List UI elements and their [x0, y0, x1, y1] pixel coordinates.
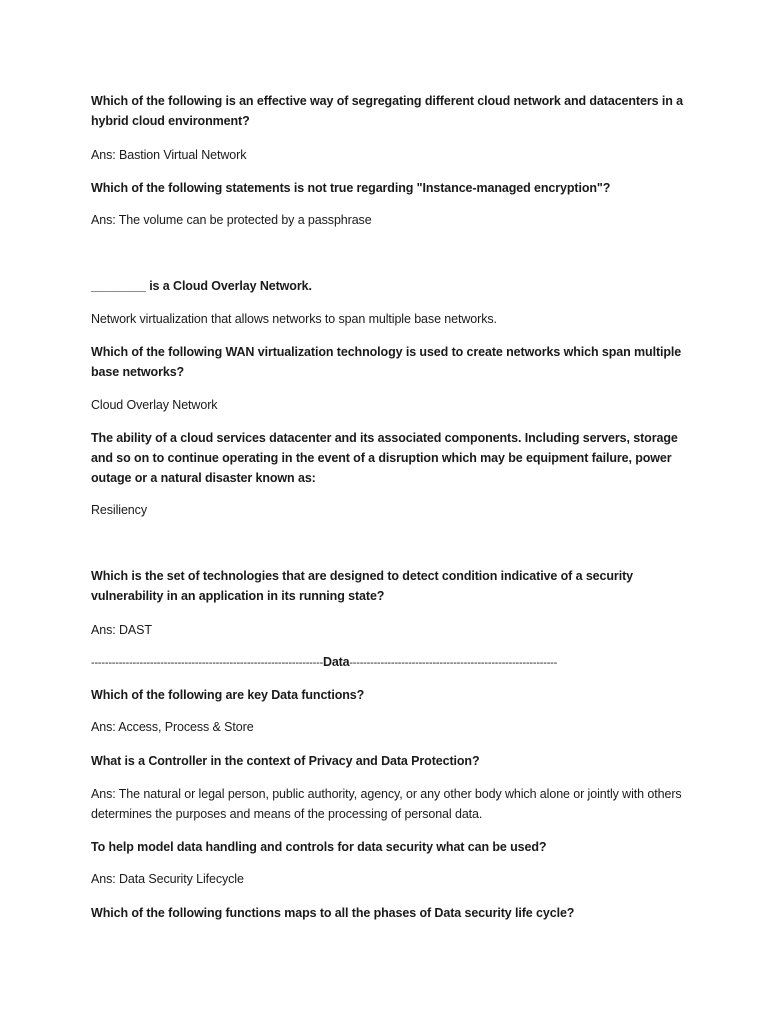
- question-segregating-networks: Which of the following is an effective way of segregating different cloud network and datacenters in a hybrid cloud environment?: [91, 94, 683, 128]
- answer-access-process-store: Ans: Access, Process & Store: [91, 720, 254, 734]
- question-controller-privacy: What is a Controller in the context of Privacy and Data Protection?: [91, 754, 480, 768]
- answer-network-virtualization: Network virtualization that allows networks to span multiple base networks.: [91, 312, 497, 326]
- question-model-data-handling: To help model data handling and controls for data security what can be used?: [91, 840, 547, 854]
- section-separator-data: [91, 654, 651, 671]
- question-key-data-functions: Which of the following are key Data functions?: [91, 688, 365, 702]
- answer-passphrase: Ans: The volume can be protected by a passphrase: [91, 213, 372, 227]
- separator-label: Data: [323, 655, 350, 669]
- separator-left-dashes: -------------------------------------------------------------------: [91, 657, 324, 669]
- answer-data-security-lifecycle: Ans: Data Security Lifecycle: [91, 872, 244, 886]
- question-cloud-overlay-network: ________ is a Cloud Overlay Network.: [91, 279, 312, 293]
- separator-right-dashes: ------------------------------------------------------------: [349, 657, 558, 669]
- question-datacenter-ability: The ability of a cloud services datacenter and its associated components. Including servers, storage and so on to continue operating in the event of a disruption which may be equipment failure, power outage or a natural disaster known as:: [91, 431, 678, 485]
- answer-dast: Ans: DAST: [91, 623, 152, 637]
- answer-cloud-overlay-network: Cloud Overlay Network: [91, 398, 218, 412]
- question-functions-lifecycle-phases: Which of the following functions maps to all the phases of Data security life cycle?: [91, 906, 575, 920]
- question-detect-vulnerability: Which is the set of technologies that are designed to detect condition indicative of a security vulnerability in an application in its running state?: [91, 569, 633, 603]
- answer-bastion-virtual-network: Ans: Bastion Virtual Network: [91, 148, 247, 162]
- question-wan-virtualization: Which of the following WAN virtualization technology is used to create networks which span multiple base networks?: [91, 345, 682, 379]
- answer-resiliency: Resiliency: [91, 503, 147, 517]
- question-instance-managed-encryption: Which of the following statements is not true regarding "Instance-managed encryption"?: [91, 181, 611, 195]
- answer-controller-definition: Ans: The natural or legal person, public authority, agency, or any other body which alone or jointly with others determines the purposes and means of the processing of personal data.: [91, 787, 682, 821]
